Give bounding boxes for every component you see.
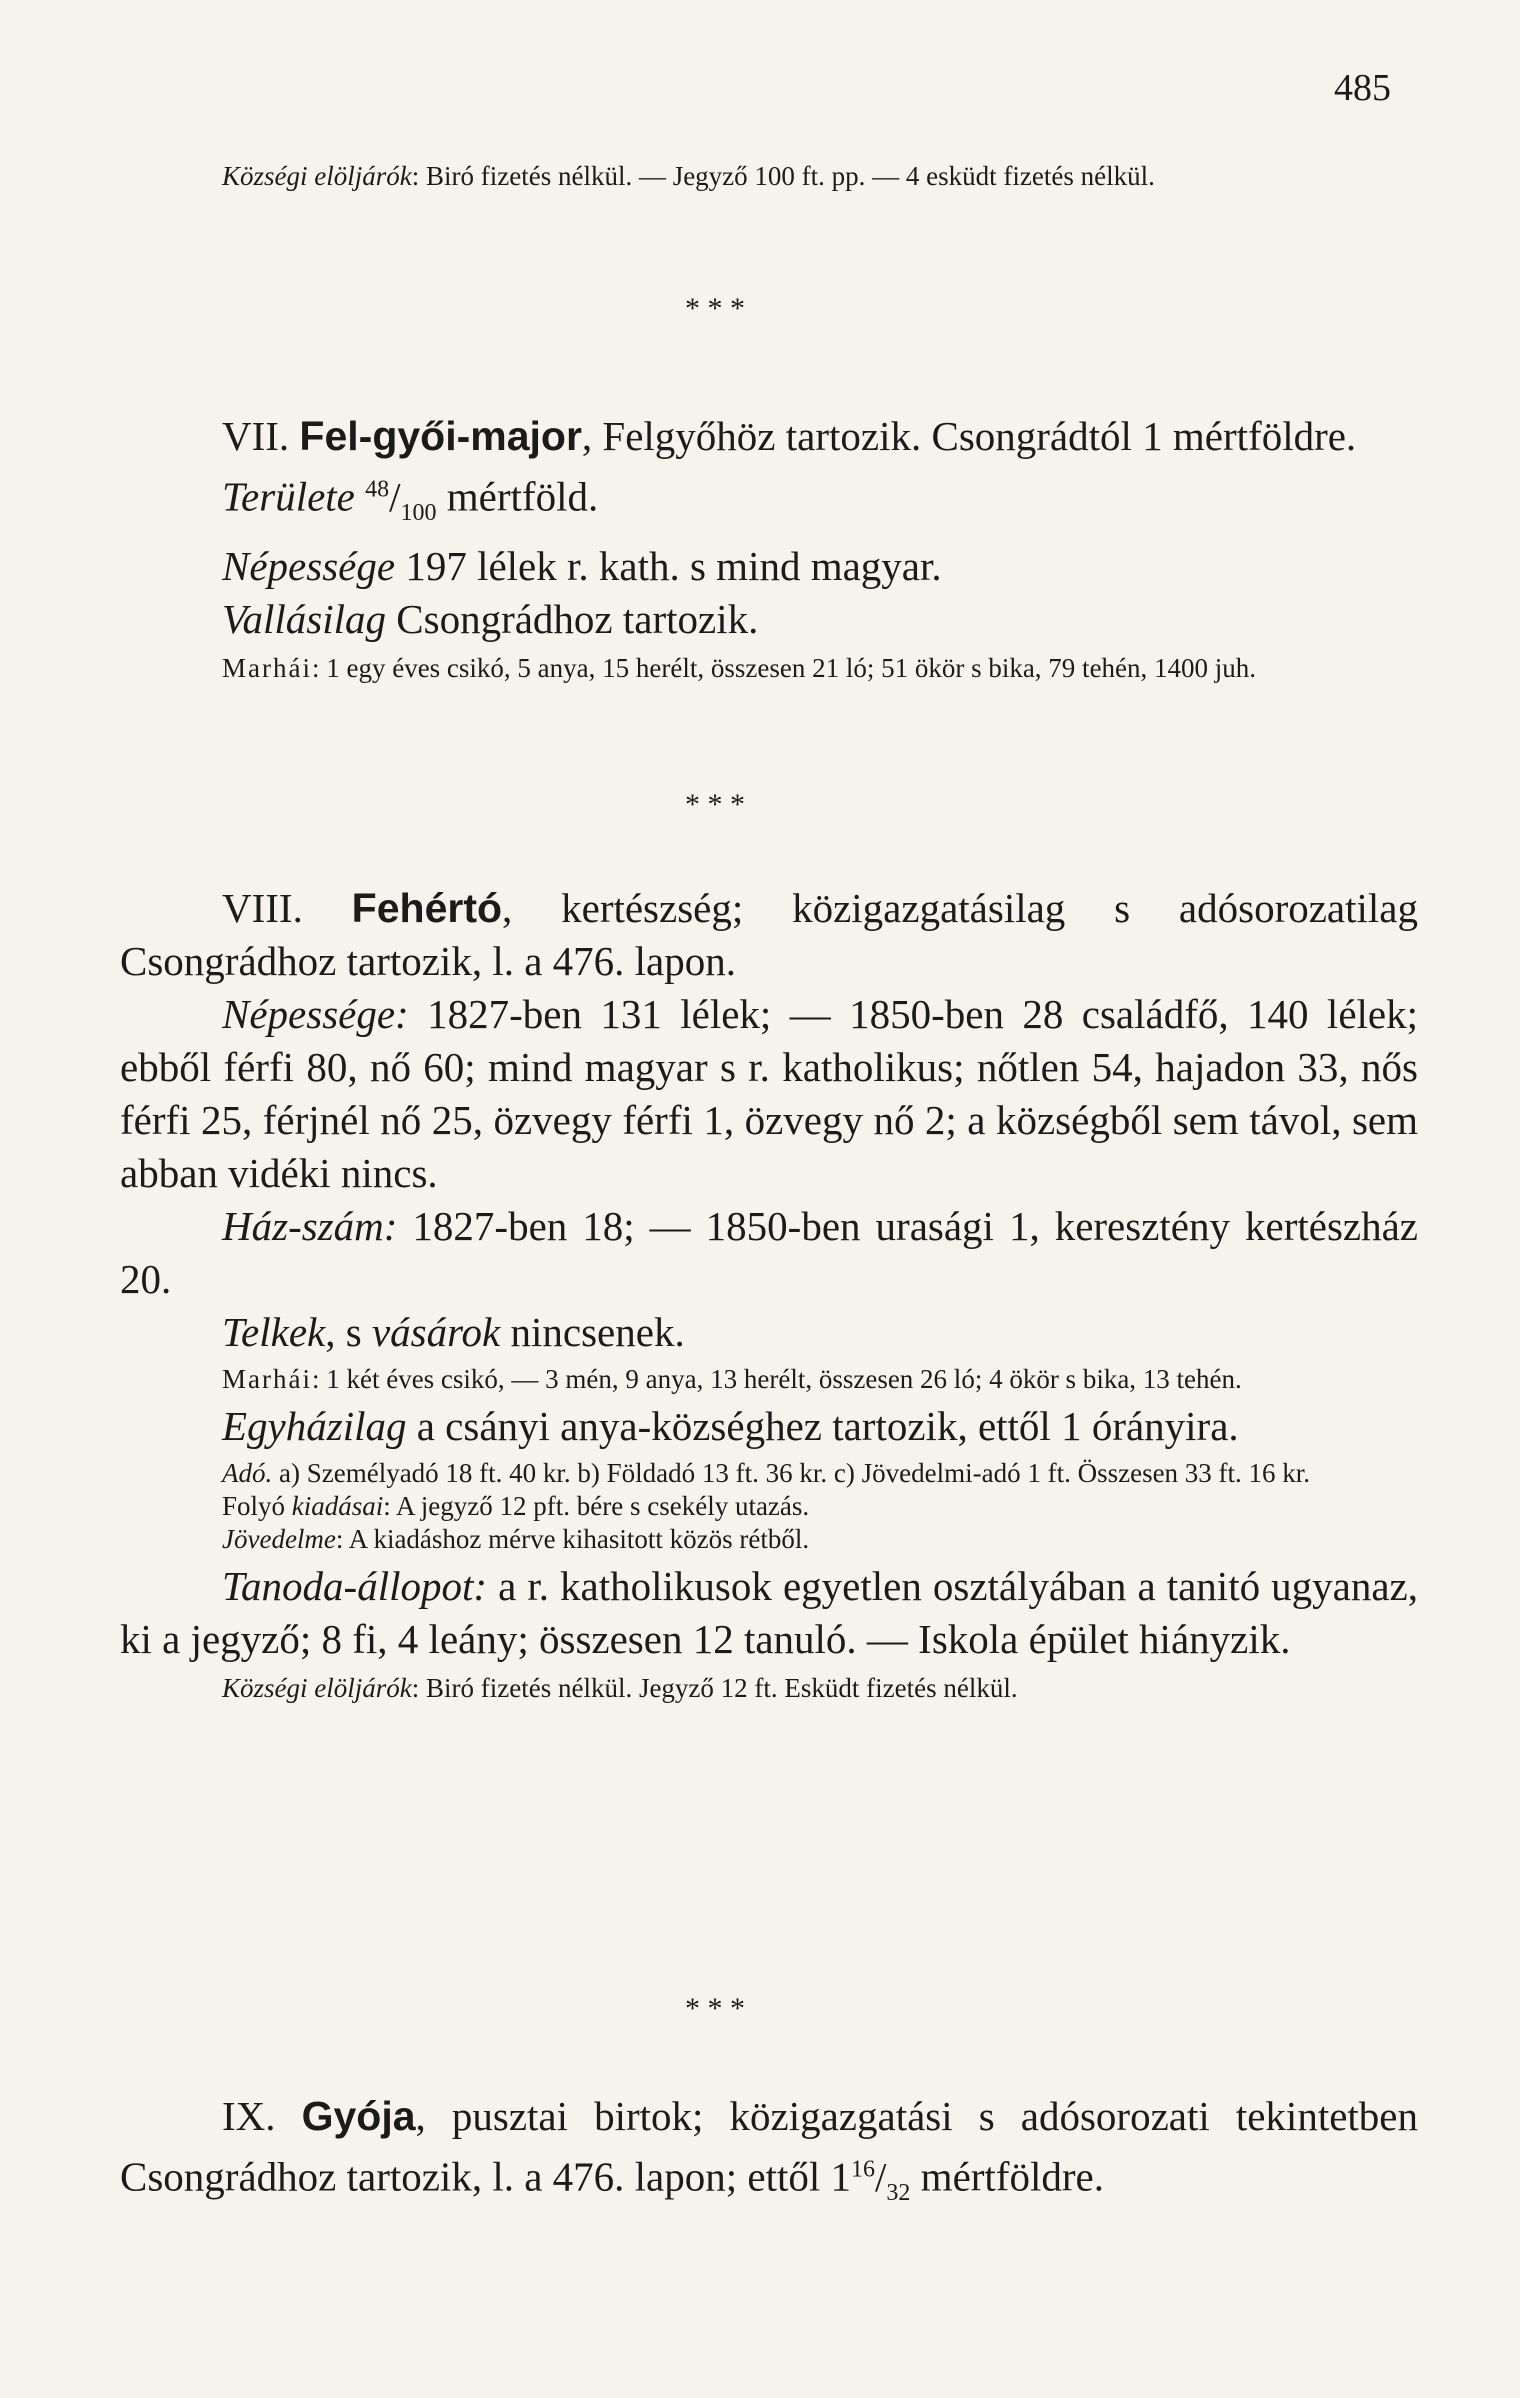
marhai-line [120,1363,1418,1396]
frac-numerator: 16 [851,2156,876,2182]
section-9-heading: IX. Gyója, pusztai birtok; közigazgatási s adósorozati tekintetben Csongrádhoz tartozik, l. a 476. lapon; ettől $1^{16}/_{32}$ mértföldre. [120,2093,1418,2206]
section-8-heading [120,882,1418,988]
haz-label: Ház-szám: [222,1203,398,1249]
nepesseg-paragraph [120,988,1418,1200]
haz-szam-paragraph [120,1200,1418,1306]
elolj-text: : Biró fizetés nélkül. — Jegyző 100 ft. pp. — 4 esküdt fizetés nélkül. [411,161,1155,191]
place-name: Gyója [301,2093,416,2139]
nepesseg-label: Népessége [222,542,396,589]
ado-paragraph [120,1457,1418,1490]
terulet-line: Területe $^{48}/_{100}$ mértföld. [222,473,599,526]
vasarok-label: vásárok [371,1309,501,1355]
elolj-paragraph [120,160,1418,193]
egyhaz-paragraph [120,1400,1418,1453]
marhai-label: Marhái [222,1364,312,1394]
roman-numeral: VII. [222,413,290,459]
terulet-numerator: 48 [365,476,390,502]
nepesseg-text: 197 lélek r. kath. s mind magyar. [395,542,942,589]
terulet-label: Területe [222,473,355,520]
section-9 [120,2090,1418,2220]
section-8 [120,882,1418,1705]
separator-stars: * * * [685,292,745,325]
heading-text: , pusztai birtok; közigazgatási s adósorozati tekintetben Csongrádhoz tartozik, l. a 476. lapon; ettől 1 [120,2093,1418,2200]
block-elolj-7 [120,160,1418,193]
marhai-text: : 1 két éves csikó, — 3 mén, 9 anya, 13 herélt, összesen 26 ló; 4 ökör s bika, 13 tehén. [311,1364,1242,1394]
place-name: Fehértó [351,885,503,931]
kiadasai-text: : A jegyző 12 pft. bére s csekély utazás. [383,1491,810,1521]
nepesseg-label: Népessége: [222,991,409,1037]
section-7 [120,410,1418,685]
page-number: 485 [1334,67,1391,109]
haz-text: 1827-ben 18; — 1850-ben urasági 1, keresztény kertészház 20. [120,1203,1418,1302]
folyo-prefix: Folyó [222,1491,292,1521]
separator-stars: * * * [685,1992,745,2025]
telkek-mid: , s [325,1309,372,1355]
heading-text: , kertészség; közigazgatásilag s adósorozatilag Csongrádhoz tartozik, l. a 476. lapon. [120,885,1419,984]
tanoda-paragraph [120,1560,1418,1666]
tanoda-label: Tanoda-állopot: [222,1563,488,1609]
elolj-line [120,1672,1418,1705]
vallas-label: Vallásilag [222,595,387,642]
marhai-text: : 1 egy éves csikó, 5 anya, 15 herélt, összesen 21 ló; 51 ökör s bika, 79 tehén, 1400 juh. [311,652,1257,683]
section-7-heading [120,410,1418,463]
vallas-text: Csongrádhoz tartozik. [386,595,759,642]
vallas-line [120,593,1418,646]
telkek-line [120,1306,1418,1359]
elolj-label: Községi elöljárók [222,161,412,191]
egyhaz-text: a csányi anya-községhez tartozik, ettől 1 órányira. [406,1403,1239,1449]
tanoda-text: a r. katholikusok egyetlen osztályában a tanitó ugyanaz, ki a jegyző; 8 fi, 4 leány; összesen 12 tanuló. — Iskola épület hiányzik. [120,1563,1418,1662]
ado-label: Adó. [222,1458,273,1488]
telkek-label: Telkek [222,1309,326,1355]
nepesseg-text: 1827-ben 131 lélek; — 1850-ben 28 családfő, 140 lélek; ebből férfi 80, nő 60; mind magyar s r. katholikus; nőtlen 54, hajadon 33, nős férfi 25, férjnél nő 25, özvegy férfi 1, özvegy nő 2; a községből sem távol, sem abban vidéki nincs. [120,991,1418,1196]
egyhaz-label: Egyházilag [222,1403,407,1449]
marhai-line [120,652,1418,685]
heading-text: , Felgyőhöz tartozik. Csongrádtól 1 mértföldre. [581,413,1357,459]
terulet-text: mértföld. [436,473,599,520]
frac-denominator: 32 [886,2179,911,2206]
kiadasai-line [120,1490,1418,1523]
nepesseg-line [120,540,1418,593]
separator-stars: * * * [685,788,745,821]
terulet-denominator: 100 [400,499,437,526]
jovedelme-line [120,1523,1418,1556]
telkek-text: nincsenek. [500,1309,685,1355]
heading-text-end: mértföldre. [910,2153,1104,2200]
jovedelme-text: : A kiadáshoz mérve kihasitott közös rétből. [335,1524,810,1554]
kiadasai-label: kiadásai [291,1491,384,1521]
roman-numeral: VIII. [222,885,303,931]
roman-numeral: IX. [222,2093,276,2139]
elolj-label: Községi elöljárók [222,1673,412,1703]
elolj-text: : Biró fizetés nélkül. Jegyző 12 ft. Esküdt fizetés nélkül. [411,1673,1018,1703]
marhai-label: Marhái [222,652,312,683]
jovedelme-label: Jövedelme [222,1524,336,1554]
ado-text: a) Személyadó 18 ft. 40 kr. b) Földadó 13 ft. 36 kr. c) Jövedelmi-adó 1 ft. Összesen 33 ft. 16 kr. [272,1458,1311,1488]
place-name: Fel-győi-major [299,413,582,459]
